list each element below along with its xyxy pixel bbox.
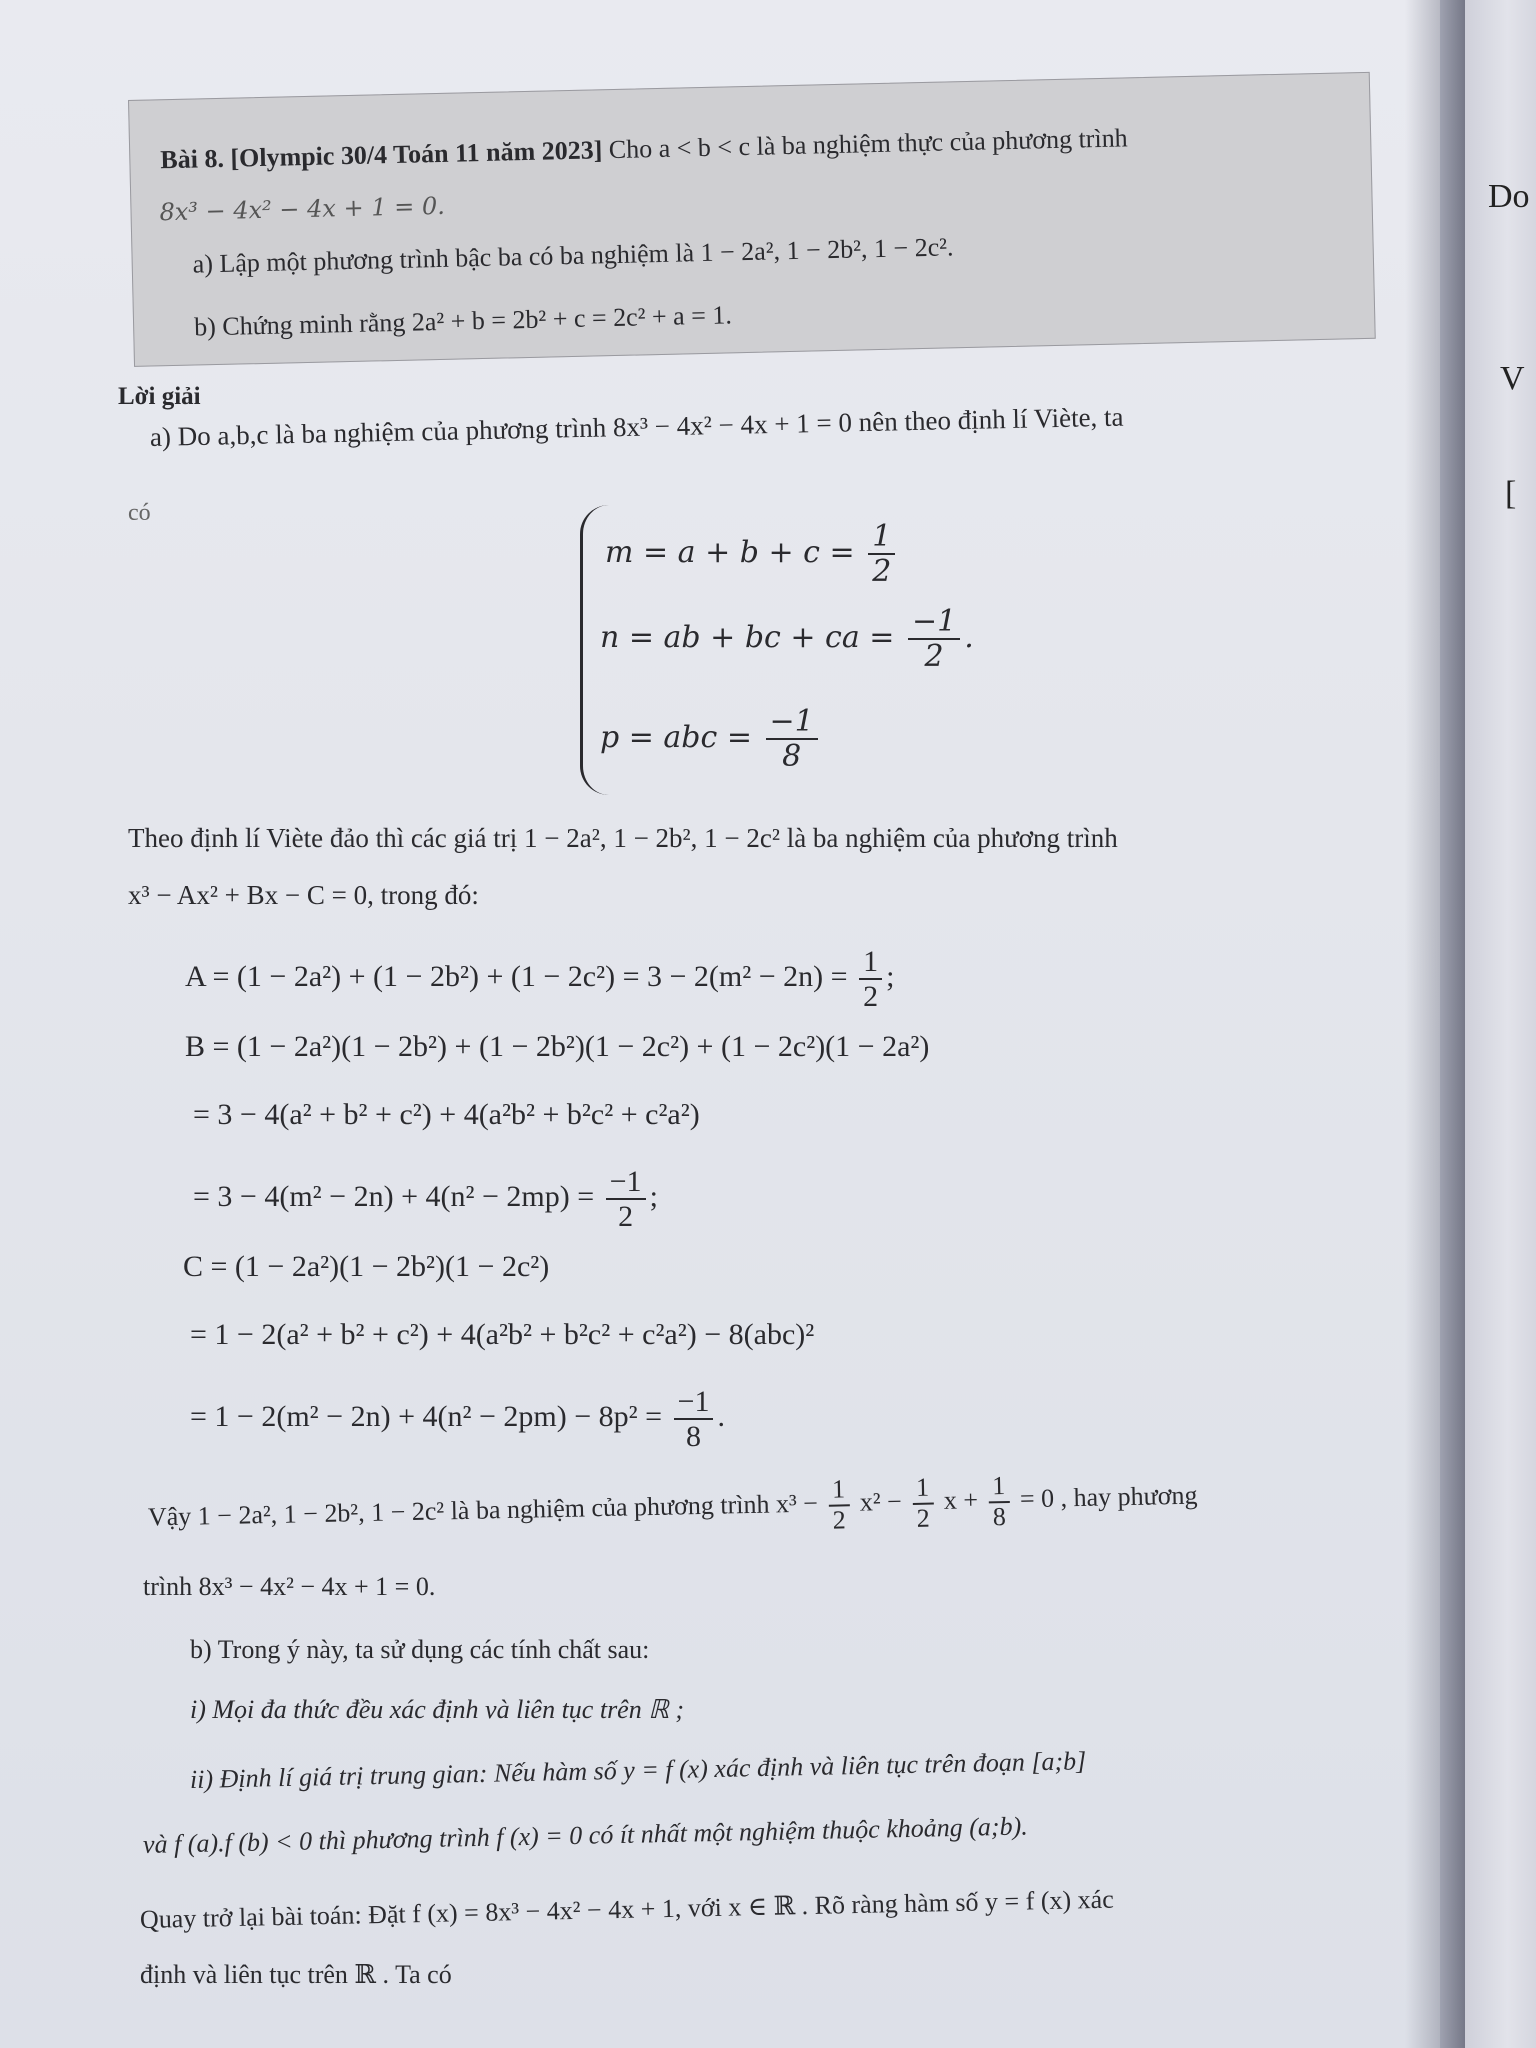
fraction: $\frac{-1}{8}$ xyxy=(766,705,818,773)
fraction: $\frac{-1}{2}$ xyxy=(606,1165,646,1233)
property-ii-line-2: và f (a).f (b) < 0 thì phương trình f (x) = 0 có ít nhất một nghiệm thuộc khoảng (a;b). xyxy=(142,1811,1028,1859)
formula-C-2: = 1 − 2(a² + b² + c²) + 4(a²b² + b²c² + c²a²) − 8(abc)² xyxy=(190,1318,815,1351)
right-page-fragment: V xyxy=(1500,360,1525,397)
formula-A: A = (1 − 2a²) + (1 − 2b²) + (1 − 2c²) = 3 − 2(m² − 2n) = $\frac{1}{2}$ ; xyxy=(185,945,895,1013)
right-page-fragment: [ xyxy=(1505,475,1517,512)
system-line-p: p = abc = $\frac{-1}{8}$ xyxy=(600,705,822,773)
word-co: có xyxy=(128,500,151,526)
right-page-fragment: Do xyxy=(1488,178,1530,215)
right-page-edge xyxy=(1465,0,1536,2048)
page-fold-shadow xyxy=(1405,0,1465,2048)
fraction: $\frac{1}{2}$ xyxy=(859,945,882,1013)
problem-part-a: a) Lập một phương trình bậc ba có ba nghiệm là 1 − 2a², 1 − 2b², 1 − 2c². xyxy=(192,232,954,279)
solution-label: Lời giải xyxy=(118,383,201,410)
part-b-intro: b) Trong ý này, ta sử dụng các tính chất sau: xyxy=(190,1635,650,1664)
formula-B-3: = 3 − 4(m² − 2n) + 4(n² − 2mp) = $\frac{-1}{2}$ ; xyxy=(193,1165,658,1233)
problem-equation: 8x³ − 4x² − 4x + 1 = 0. xyxy=(159,191,446,227)
back-to-problem-line-1: Quay trở lại bài toán: Đặt f (x) = 8x³ − 4x² − 4x + 1, với x ∈ ℝ . Rõ ràng hàm số y = f (x) xác xyxy=(139,1884,1115,1934)
viete-line-2: x³ − Ax² + Bx − C = 0, trong đó: xyxy=(128,880,479,910)
property-i: i) Mọi đa thức đều xác định và liên tục trên ℝ ; xyxy=(190,1695,684,1724)
property-ii-line-1: ii) Định lí giá trị trung gian: Nếu hàm số y = f (x) xác định và liên tục trên đoạn [a;b] xyxy=(189,1746,1087,1794)
viete-line-1: Theo định lí Viète đảo thì các giá trị 1 − 2a², 1 − 2b², 1 − 2c² là ba nghiệm của phương trình xyxy=(128,823,1118,853)
fraction: $\frac{1}{2}$ xyxy=(828,1475,850,1535)
conclusion-line-2: trình 8x³ − 4x² − 4x + 1 = 0. xyxy=(143,1572,436,1601)
formula-B-2: = 3 − 4(a² + b² + c²) + 4(a²b² + b²c² + c²a²) xyxy=(193,1098,700,1131)
fraction: $\frac{-1}{2}$ xyxy=(908,605,960,673)
formula-B-1: B = (1 − 2a²)(1 − 2b²) + (1 − 2b²)(1 − 2c²) + (1 − 2c²)(1 − 2a²) xyxy=(185,1030,930,1063)
back-to-problem-line-2: định và liên tục trên ℝ . Ta có xyxy=(140,1960,452,1989)
fraction: $\frac{1}{2}$ xyxy=(868,520,895,588)
problem-heading: Bài 8. [Olympic 30/4 Toán 11 năm 2023] xyxy=(160,135,603,175)
formula-C-1: C = (1 − 2a²)(1 − 2b²)(1 − 2c²) xyxy=(183,1250,550,1283)
problem-intro: Cho a < b < c là ba nghiệm thực của phương trình xyxy=(608,123,1128,165)
problem-part-b: b) Chứng minh rằng 2a² + b = 2b² + c = 2c² + a = 1. xyxy=(193,300,733,342)
fraction: $\frac{-1}{8}$ xyxy=(674,1385,714,1453)
system-line-m: m = a + b + c = $\frac{1}{2}$ xyxy=(605,520,899,588)
fraction: $\frac{1}{8}$ xyxy=(988,1472,1010,1532)
problem-box xyxy=(128,72,1376,367)
system-line-n: n = ab + bc + ca = $\frac{-1}{2}$ . xyxy=(600,604,974,674)
formula-C-3: = 1 − 2(m² − 2n) + 4(n² − 2pm) − 8p² = $\frac{-1}{8}$ . xyxy=(190,1385,725,1453)
solution-a-intro: a) Do a,b,c là ba nghiệm của phương trình 8x³ − 4x² − 4x + 1 = 0 nên theo định lí Viète, ta xyxy=(149,401,1124,452)
fraction: $\frac{1}{2}$ xyxy=(912,1474,934,1534)
conclusion-line-1: Vậy 1 − 2a², 1 − 2b², 1 − 2c² là ba nghiệm của phương trình x³ − $\frac{1}{2}$ x² − $\frac{1}{2}$ x + $\frac{1}{8}$ = 0 , hay phương xyxy=(147,1471,1198,1535)
